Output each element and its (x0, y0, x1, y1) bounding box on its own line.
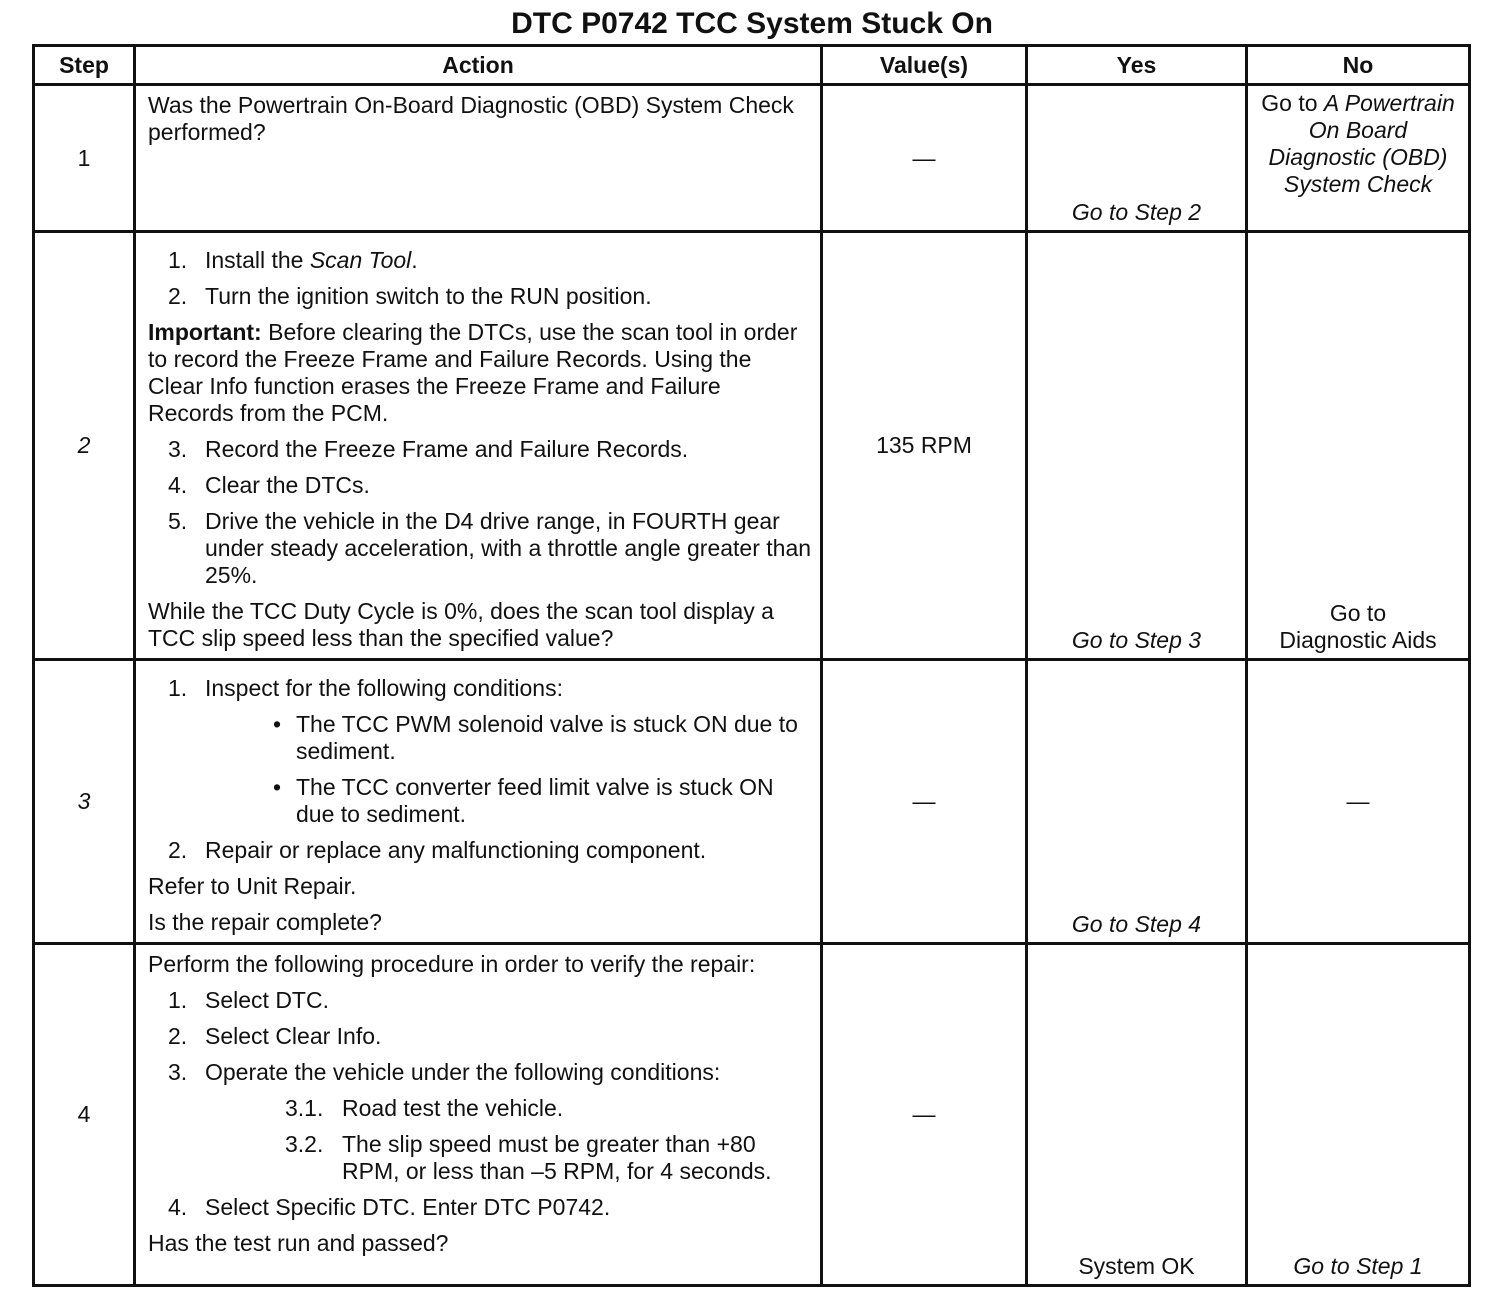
action-question: Has the test run and passed? (148, 1230, 449, 1256)
value-cell: — (822, 944, 1027, 1286)
header-no: No (1247, 46, 1470, 85)
step-cell (34, 660, 135, 944)
list-item: 3. Record the Freeze Frame and Failure Records. (168, 436, 689, 462)
no-cell (1247, 232, 1470, 660)
value-cell: 135 RPM (822, 232, 1027, 660)
sub-list-item: 3.2. The slip speed must be greater than +80 RPM, or less than –5 RPM, for 4 seconds. (285, 1131, 772, 1184)
action-text: Was the Powertrain On-Board Diagnostic (OBD) System Check performed? (148, 92, 794, 145)
yes-link[interactable]: System OK (1078, 1253, 1195, 1279)
no-cell (1247, 944, 1470, 1286)
no-cell (1247, 85, 1470, 232)
page-title: DTC P0742 TCC System Stuck On (511, 7, 993, 40)
yes-cell (1027, 944, 1247, 1286)
value-cell: — (822, 85, 1027, 232)
table-row (34, 944, 1470, 1286)
table-row (34, 232, 1470, 660)
list-item: 4. Select Specific DTC. Enter DTC P0742. (168, 1194, 611, 1220)
table-row (34, 85, 1470, 232)
step-number: 4 (77, 1101, 91, 1127)
list-item: 1. Select DTC. (168, 987, 329, 1013)
list-item: 3. Operate the vehicle under the following conditions: 3.1. Road test the vehicle. 3.2. The slip speed must be greater than +80 RPM, or less than –5 RPM, for 4 seconds. (148, 1059, 812, 1185)
table-row (34, 660, 1470, 944)
no-link[interactable]: A Powertrain On Board Diagnostic (OBD) System Check (1268, 90, 1455, 197)
header-yes: Yes (1027, 46, 1247, 85)
yes-cell (1027, 232, 1247, 660)
step-cell (34, 232, 135, 660)
action-cell (135, 232, 822, 660)
yes-link[interactable]: Go to Step 4 (1071, 911, 1202, 937)
diagnostic-table (32, 44, 1471, 1287)
list-item: 1. Install the Scan Tool. (168, 247, 418, 273)
bullet-item: • The TCC converter feed limit valve is stuck ON due to sediment. (273, 774, 774, 827)
action-intro: Perform the following procedure in order to verify the repair: (148, 951, 756, 977)
header-values: Value(s) (822, 46, 1027, 85)
yes-cell (1027, 85, 1247, 232)
no-prefix: Go to (1261, 90, 1324, 116)
action-question: Is the repair complete? (148, 909, 382, 935)
list-item: 5. Drive the vehicle in the D4 drive range, in FOURTH gear under steady acceleration, with a throttle angle greater than 25%. (168, 508, 812, 588)
important-note: Important: Before clearing the DTCs, use the scan tool in order to record the Freeze Frame and Failure Records. Using the Clear Info function erases the Freeze Frame and Failure Records from the PCM. (148, 319, 798, 426)
sub-list-item: 3.1. Road test the vehicle. (285, 1095, 564, 1121)
yes-cell (1027, 660, 1247, 944)
yes-link[interactable]: Go to Step 3 (1071, 627, 1202, 653)
refer-text: Refer to Unit Repair. (148, 873, 357, 899)
header-action: Action (135, 46, 822, 85)
step-number: 2 (77, 432, 91, 458)
step-number: 1 (77, 144, 91, 171)
list-item: 1. Inspect for the following conditions: • The TCC PWM solenoid valve is stuck ON due to sediment. • The TCC converter feed limit valve is stuck ON due to sediment. (148, 675, 812, 828)
action-question: While the TCC Duty Cycle is 0%, does the scan tool display a TCC slip speed less than the specified value? (148, 598, 774, 651)
action-cell (135, 944, 822, 1286)
no-link[interactable]: Go to Diagnostic Aids (1279, 600, 1437, 653)
step-cell (34, 944, 135, 1286)
no-cell: — (1247, 660, 1470, 944)
action-cell (135, 85, 822, 232)
list-item: 2. Select Clear Info. (168, 1023, 382, 1049)
list-item: 2. Repair or replace any malfunctioning component. (168, 837, 707, 863)
step-cell (34, 85, 135, 232)
value-cell: — (822, 660, 1027, 944)
header-step: Step (34, 46, 135, 85)
action-cell (135, 660, 822, 944)
yes-link[interactable]: Go to Step 2 (1071, 199, 1202, 225)
bullet-item: • The TCC PWM solenoid valve is stuck ON due to sediment. (273, 711, 798, 764)
no-link[interactable]: Go to Step 1 (1293, 1253, 1423, 1279)
header-row (34, 46, 1470, 85)
list-item: 2. Turn the ignition switch to the RUN position. (168, 283, 652, 309)
step-number: 3 (77, 788, 91, 814)
list-item: 4. Clear the DTCs. (168, 472, 370, 498)
